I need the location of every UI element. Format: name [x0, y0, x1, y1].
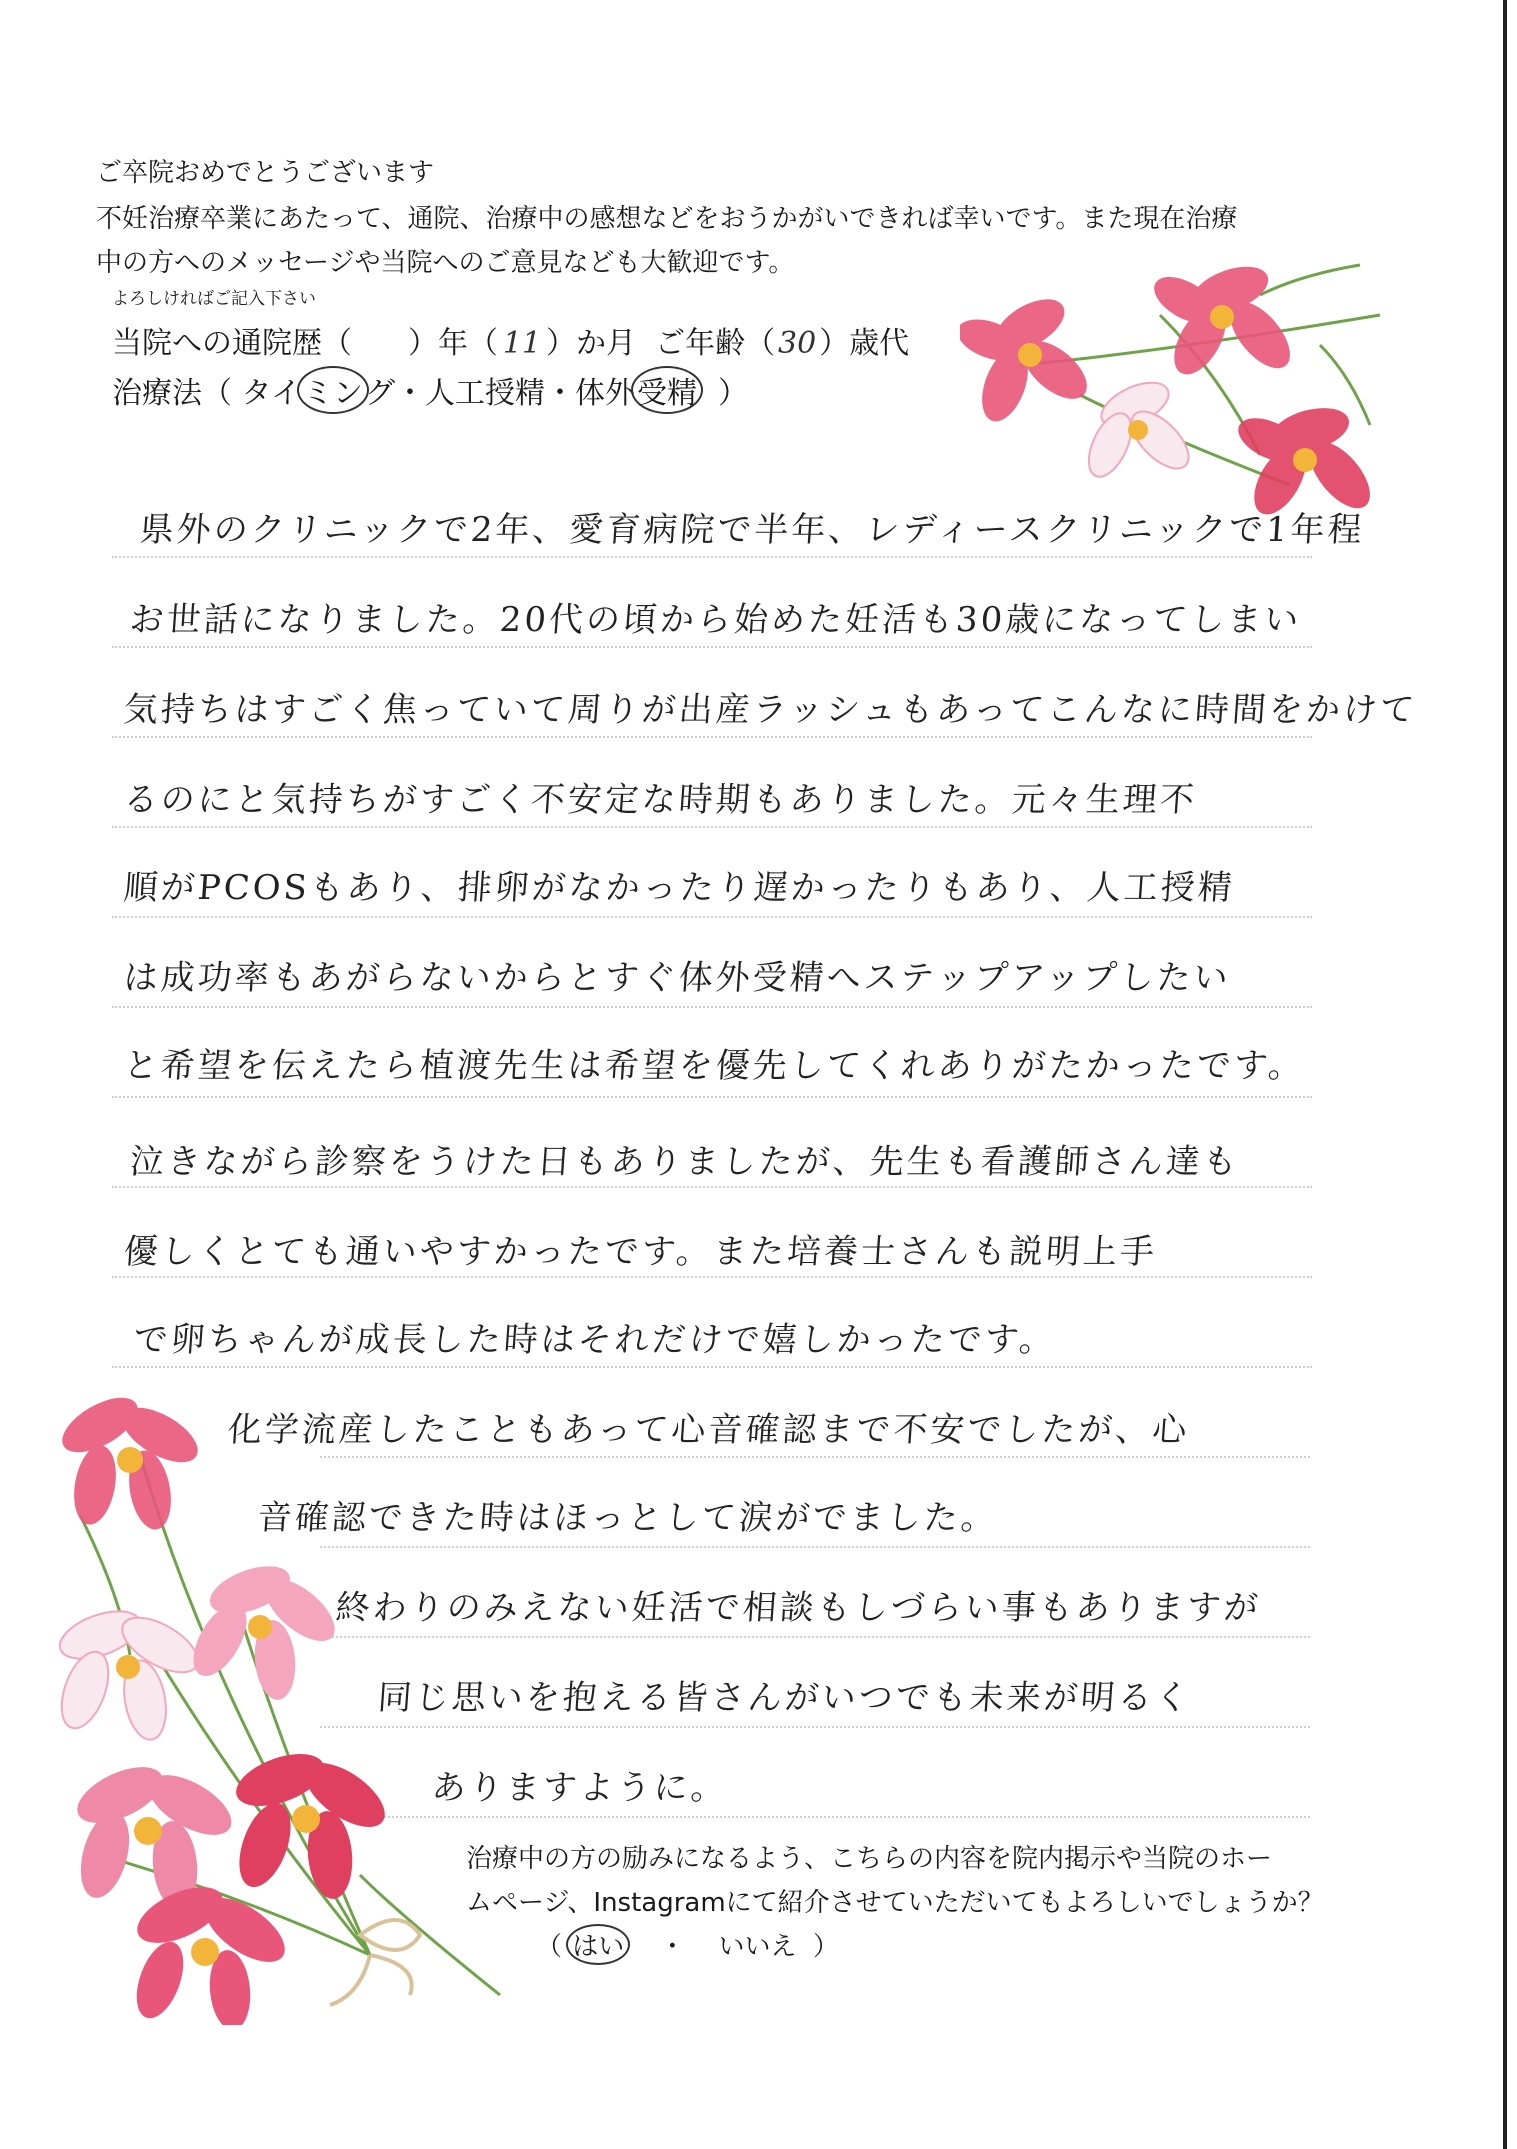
ivf-circled-mark: 受精	[631, 366, 703, 414]
months-unit: か月	[576, 326, 636, 361]
treatment-label: 治療法	[112, 376, 202, 411]
consent-question-line-2: ムページ、Instagramにて紹介させていただいてもよろしいでしょうか？	[466, 1888, 1324, 1918]
guide-line	[112, 556, 1312, 558]
age-label: ご年齢	[655, 326, 746, 361]
header-intro-line-1: 不妊治療卒業にあたって、通院、治療中の感想などをおうかがいできれば幸いです。また現在治療	[96, 204, 1238, 234]
cosmos-top-right-illustration	[960, 255, 1390, 555]
message-line: 県外のクリニックで2年、愛育病院で半年、レディースクリニックで1年程	[138, 510, 1366, 550]
age-value: 30	[777, 326, 817, 361]
guide-line	[112, 1186, 1312, 1188]
months-value: 11	[502, 326, 542, 361]
consent-separator: ・	[659, 1932, 686, 1962]
consent-no: いいえ	[718, 1932, 797, 1962]
header-greeting: ご卒院おめでとうございます	[96, 158, 435, 188]
message-line: と希望を伝えたら植渡先生は希望を優先してくれありがたかったです。	[122, 1046, 1307, 1086]
message-line: 泣きながら診察をうけた日もありましたが、先生も看護師さん達も	[128, 1142, 1242, 1182]
consent-open-paren: （	[536, 1932, 563, 1962]
header-intro-line-2: 中の方へのメッセージや当院へのご意見なども大歓迎です。	[96, 248, 795, 278]
message-line: ありますように。	[430, 1768, 730, 1808]
guide-line	[112, 1366, 1312, 1368]
consent-answer	[536, 1926, 839, 1963]
consent-yes-circled: はい	[566, 1924, 630, 1965]
visit-history-field: 当院への通院歴（ ）年（ 11 ）か月 ご年齢（30）歳代	[112, 326, 910, 361]
fill-in-note: よろしければご記入下さい	[112, 289, 316, 309]
page-edge	[1503, 0, 1507, 2149]
visit-history-label: 当院への通院歴	[112, 326, 322, 361]
message-line: 同じ思いを抱える皆さんがいつでも未来が明るく	[376, 1678, 1194, 1718]
message-line: お世話になりました。20代の頃から始めた妊活も30歳になってしまい	[128, 600, 1303, 640]
message-line: 化学流産したこともあって心音確認まで不安でしたが、心	[226, 1410, 1191, 1450]
guide-line	[112, 916, 1312, 918]
guide-line	[112, 1006, 1312, 1008]
message-line: 終わりのみえない妊活で相談もしづらい事もありますが	[334, 1588, 1263, 1628]
message-line: 音確認できた時はほっとして涙がでました。	[256, 1498, 1000, 1538]
treatment-timing-pre: タイ	[241, 376, 301, 411]
guide-line	[112, 736, 1312, 738]
treatment-options: グ・人工授精・体外	[364, 376, 635, 411]
message-line: 優しくとても通いやすかったです。また培養士さんも説明上手	[122, 1232, 1159, 1272]
message-line: 順がPCOSもあり、排卵がなかったり遅かったりもあり、人工授精	[122, 868, 1237, 908]
treatment-field: 治療法（ タイミング・人工授精・体外受精 ）	[112, 368, 748, 412]
age-unit: 歳代	[849, 326, 910, 361]
years-unit: 年	[438, 326, 468, 361]
consent-question-line-1: 治療中の方の励みになるよう、こちらの内容を院内掲示や当院のホー	[466, 1844, 1273, 1874]
message-line: で卵ちゃんが成長した時はそれだけで嬉しかったです。	[132, 1320, 1058, 1360]
guide-line	[112, 826, 1312, 828]
message-line: るのにと気持ちがすごく不安定な時期もありました。元々生理不	[122, 780, 1199, 820]
message-line: は成功率もあがらないからとすぐ体外受精へステップアップしたい	[122, 958, 1233, 998]
guide-line	[112, 1096, 1312, 1098]
cosmos-bouquet-illustration	[40, 1395, 540, 2025]
guide-line	[112, 646, 1312, 648]
guide-line	[112, 1276, 1312, 1278]
consent-close-paren: ）	[812, 1932, 839, 1962]
message-line: 気持ちはすごく焦っていて周りが出産ラッシュもあってこんなに時間をかけて	[122, 690, 1419, 730]
timing-circled-mark: ミン	[297, 366, 369, 414]
